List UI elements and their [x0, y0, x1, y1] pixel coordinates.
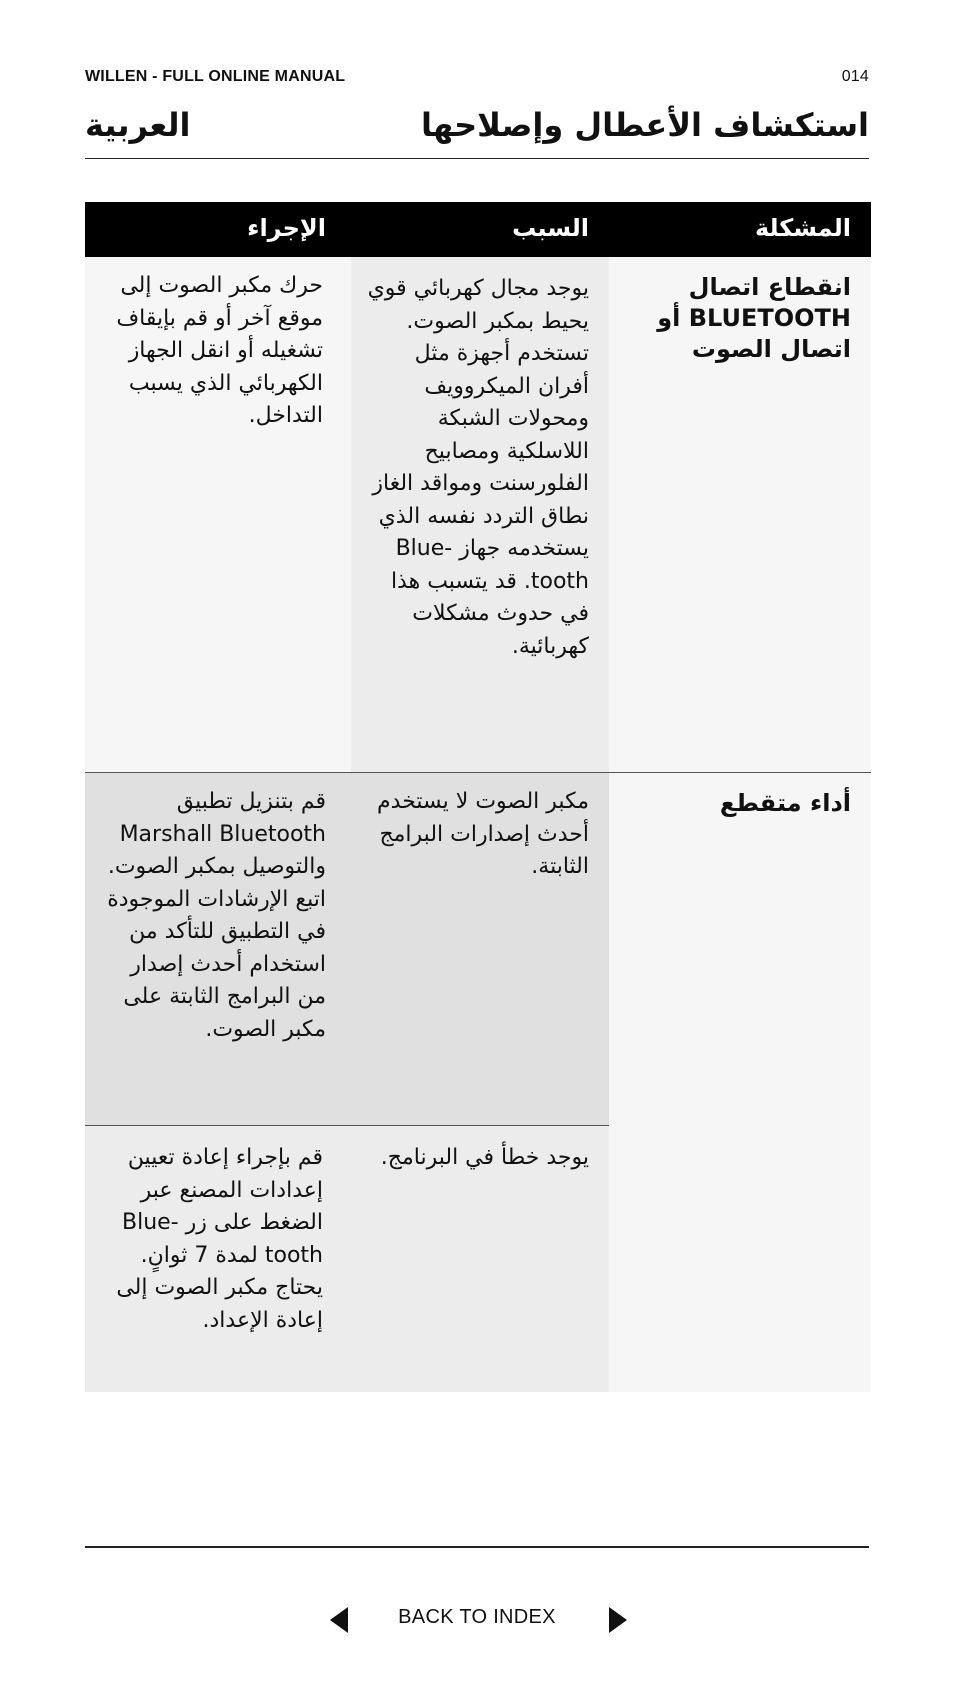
cause-cell: يوجد خطأ في البرنامج.: [380, 1145, 589, 1170]
action-cell: حرك مكبر الصوت إلى موقع آخر أو قم بإيقاف تشغيله أو انقل الجهاز الكهربائي الذي يسبب التداخل.: [116, 273, 323, 428]
troubleshooting-table: [85, 202, 871, 1392]
top-bar: [85, 68, 869, 88]
action-cell: قم بإجراء إعادة تعيين إعدادات المصنع عبر الضغط على زر Blue-tooth لمدة 7 ثوانٍ. يحتاج مكبر الصوت إلى إعادة الإعداد.: [116, 1145, 323, 1333]
manual-title: WILLEN - FULL ONLINE MANUAL: [85, 68, 346, 85]
problem-cell: أداء متقطع: [719, 789, 851, 817]
table-header: [85, 202, 871, 257]
next-page-arrow-icon[interactable]: [609, 1607, 627, 1633]
action-cell: قم بتنزيل تطبيق Marshall Bluetooth والتوصيل بمكبر الصوت. اتبع الإرشادات الموجودة في التطبيق للتأكد من استخدام أحدث إصدار من البرامج الثابتة على مكبر الصوت.: [107, 789, 326, 1042]
row-divider: [85, 1125, 609, 1126]
footer-nav: [0, 1600, 954, 1640]
title-bar: [85, 100, 869, 159]
header-cause: السبب: [512, 214, 589, 242]
footer-divider: [85, 1546, 869, 1548]
back-to-index-link[interactable]: BACK TO INDEX: [398, 1606, 556, 1628]
problem-column-bg: [609, 257, 871, 1392]
problem-cell: انقطاع اتصال BLUETOOTH أو اتصال الصوت: [657, 273, 851, 363]
header-action: الإجراء: [247, 214, 326, 242]
page-number: 014: [841, 68, 869, 85]
header-problem: المشكلة: [754, 214, 851, 242]
row-divider: [85, 772, 871, 773]
cause-cell: مكبر الصوت لا يستخدم أحدث إصدارات البرامج الثابتة.: [377, 789, 589, 879]
page-title: استكشاف الأعطال وإصلاحها: [420, 106, 869, 144]
previous-page-arrow-icon[interactable]: [330, 1607, 348, 1633]
language-label: العربية: [85, 106, 191, 144]
cause-cell: يوجد مجال كهربائي قوي يحيط بمكبر الصوت. تستخدم أجهزة مثل أفران الميكروويف ومحولات الشبكة اللاسلكية ومصابيح الفلورسنت ومواقد الغاز نطاق التردد نفسه الذي يستخدمه جهاز Blue-tooth. قد يتسبب هذا في حدوث مشكلات كهربائية.: [367, 276, 589, 659]
